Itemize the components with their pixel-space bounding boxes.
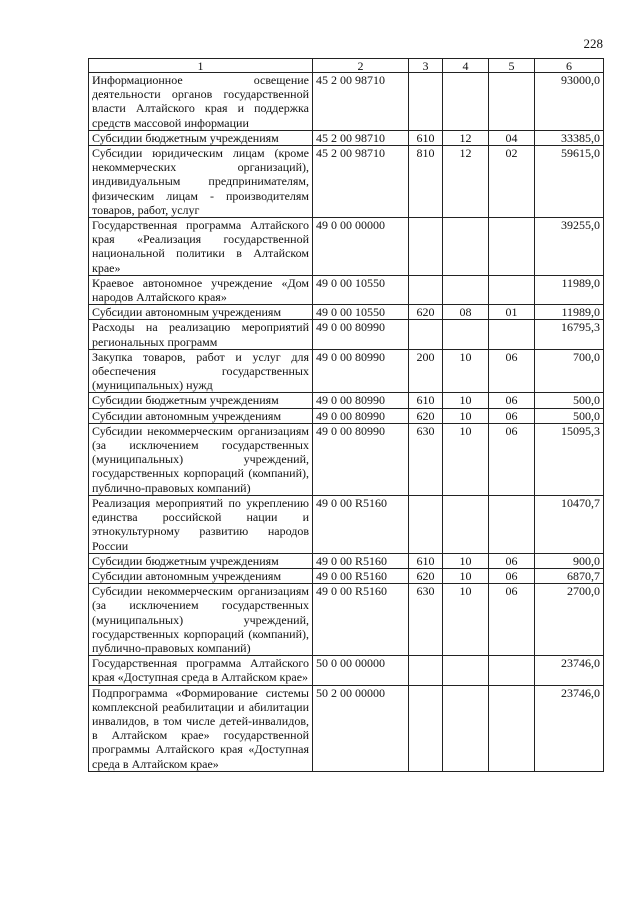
cell-section: [443, 275, 489, 304]
table-row: [89, 408, 604, 423]
cell-subsection: 06: [489, 584, 535, 656]
table-row: [89, 584, 604, 656]
cell-amount: 59615,0: [535, 146, 604, 218]
table-row: [89, 305, 604, 320]
cell-subsection: 06: [489, 349, 535, 393]
cell-section: 10: [443, 408, 489, 423]
cell-amount: 6870,7: [535, 568, 604, 583]
table-header-row: [89, 59, 604, 73]
table-row: [89, 423, 604, 495]
cell-name: Подпрограмма «Формирование системы комплексной реабилитации и абилитации инвалидов, в том числе детей-инвалидов, в Алтайском крае» государственной программы Алтайского края «Доступная среда в Алтайском крае»: [89, 685, 313, 771]
table-row: [89, 275, 604, 304]
cell-section: [443, 685, 489, 771]
cell-name: Государственная программа Алтайского края «Доступная среда в Алтайском крае»: [89, 656, 313, 685]
cell-name: Субсидии бюджетным учреждениям: [89, 130, 313, 145]
table-row: [89, 685, 604, 771]
cell-code: 49 0 00 10550: [313, 275, 409, 304]
column-header-3: 3: [409, 59, 443, 73]
cell-section: 10: [443, 423, 489, 495]
cell-name: Краевое автономное учреждение «Дом народов Алтайского края»: [89, 275, 313, 304]
cell-section: 08: [443, 305, 489, 320]
cell-amount: 23746,0: [535, 656, 604, 685]
page-number: 228: [583, 36, 603, 51]
table-row: [89, 218, 604, 276]
cell-expense-type: 630: [409, 423, 443, 495]
cell-code: 50 0 00 00000: [313, 656, 409, 685]
cell-amount: 33385,0: [535, 130, 604, 145]
cell-name: Реализация мероприятий по укреплению единства российской нации и этнокультурному развитию народов России: [89, 495, 313, 553]
cell-code: 49 0 00 00000: [313, 218, 409, 276]
cell-amount: 2700,0: [535, 584, 604, 656]
table-row: [89, 73, 604, 131]
cell-expense-type: 630: [409, 584, 443, 656]
cell-amount: 500,0: [535, 408, 604, 423]
cell-expense-type: 610: [409, 130, 443, 145]
cell-code: 49 0 00 R5160: [313, 584, 409, 656]
cell-amount: 10470,7: [535, 495, 604, 553]
table-row: [89, 393, 604, 408]
cell-amount: 16795,3: [535, 320, 604, 349]
cell-subsection: 06: [489, 408, 535, 423]
cell-section: 10: [443, 393, 489, 408]
cell-amount: 23746,0: [535, 685, 604, 771]
cell-name: Субсидии автономным учреждениям: [89, 408, 313, 423]
budget-table: [88, 58, 604, 772]
table-row: [89, 495, 604, 553]
cell-subsection: [489, 218, 535, 276]
cell-subsection: 06: [489, 553, 535, 568]
cell-expense-type: 620: [409, 408, 443, 423]
cell-amount: 11989,0: [535, 305, 604, 320]
cell-name: Субсидии бюджетным учреждениям: [89, 553, 313, 568]
table-row: [89, 130, 604, 145]
column-header-6: 6: [535, 59, 604, 73]
cell-expense-type: [409, 218, 443, 276]
cell-section: 10: [443, 349, 489, 393]
cell-code: 49 0 00 80990: [313, 320, 409, 349]
cell-code: 49 0 00 80990: [313, 423, 409, 495]
cell-amount: 39255,0: [535, 218, 604, 276]
cell-section: [443, 320, 489, 349]
cell-expense-type: 620: [409, 305, 443, 320]
cell-expense-type: 810: [409, 146, 443, 218]
cell-expense-type: 610: [409, 393, 443, 408]
cell-subsection: 04: [489, 130, 535, 145]
cell-name: Субсидии автономным учреждениям: [89, 568, 313, 583]
cell-name: Субсидии автономным учреждениям: [89, 305, 313, 320]
table-row: [89, 349, 604, 393]
cell-subsection: [489, 685, 535, 771]
table-row: [89, 656, 604, 685]
cell-amount: 900,0: [535, 553, 604, 568]
cell-amount: 11989,0: [535, 275, 604, 304]
cell-code: 45 2 00 98710: [313, 130, 409, 145]
column-header-2: 2: [313, 59, 409, 73]
table-row: [89, 568, 604, 583]
cell-name: Субсидии юридическим лицам (кроме некоммерческих организаций), индивидуальным предпринимателям, физическим лицам - производителям товаров, работ, услуг: [89, 146, 313, 218]
cell-expense-type: [409, 275, 443, 304]
cell-name: Закупка товаров, работ и услуг для обеспечения государственных (муниципальных) нужд: [89, 349, 313, 393]
cell-name: Расходы на реализацию мероприятий региональных программ: [89, 320, 313, 349]
cell-section: 10: [443, 553, 489, 568]
cell-subsection: [489, 656, 535, 685]
column-header-1: 1: [89, 59, 313, 73]
cell-name: Информационное освещение деятельности органов государственной власти Алтайского края и поддержка средств массовой информации: [89, 73, 313, 131]
cell-section: 10: [443, 584, 489, 656]
cell-name: Субсидии некоммерческим организациям (за исключением государственных (муниципальных) учреждений, государственных корпораций (компаний), публично-правовых компаний): [89, 423, 313, 495]
cell-name: Субсидии бюджетным учреждениям: [89, 393, 313, 408]
cell-name: Субсидии некоммерческим организациям (за исключением государственных (муниципальных) учреждений, государственных корпораций (компаний), публично-правовых компаний): [89, 584, 313, 656]
cell-name: Государственная программа Алтайского края «Реализация государственной национальной политики в Алтайском крае»: [89, 218, 313, 276]
table-row: [89, 320, 604, 349]
cell-subsection: 02: [489, 146, 535, 218]
cell-section: 12: [443, 130, 489, 145]
table-body: [89, 73, 604, 772]
cell-subsection: [489, 320, 535, 349]
cell-section: [443, 656, 489, 685]
cell-subsection: 06: [489, 568, 535, 583]
table-row: [89, 553, 604, 568]
cell-expense-type: 610: [409, 553, 443, 568]
cell-code: 50 2 00 00000: [313, 685, 409, 771]
cell-code: 45 2 00 98710: [313, 146, 409, 218]
column-header-4: 4: [443, 59, 489, 73]
table-row: [89, 146, 604, 218]
cell-expense-type: [409, 320, 443, 349]
cell-amount: 700,0: [535, 349, 604, 393]
cell-section: [443, 495, 489, 553]
cell-expense-type: [409, 495, 443, 553]
cell-code: 45 2 00 98710: [313, 73, 409, 131]
cell-section: 12: [443, 146, 489, 218]
cell-code: 49 0 00 80990: [313, 349, 409, 393]
cell-expense-type: 620: [409, 568, 443, 583]
cell-amount: 15095,3: [535, 423, 604, 495]
cell-section: [443, 218, 489, 276]
cell-code: 49 0 00 10550: [313, 305, 409, 320]
cell-subsection: [489, 275, 535, 304]
cell-subsection: [489, 73, 535, 131]
cell-code: 49 0 00 R5160: [313, 553, 409, 568]
cell-section: 10: [443, 568, 489, 583]
cell-subsection: 06: [489, 423, 535, 495]
cell-expense-type: [409, 73, 443, 131]
cell-subsection: 01: [489, 305, 535, 320]
cell-code: 49 0 00 80990: [313, 393, 409, 408]
column-header-5: 5: [489, 59, 535, 73]
cell-code: 49 0 00 R5160: [313, 568, 409, 583]
cell-code: 49 0 00 80990: [313, 408, 409, 423]
cell-expense-type: [409, 656, 443, 685]
cell-amount: 93000,0: [535, 73, 604, 131]
cell-expense-type: 200: [409, 349, 443, 393]
cell-subsection: [489, 495, 535, 553]
cell-subsection: 06: [489, 393, 535, 408]
cell-code: 49 0 00 R5160: [313, 495, 409, 553]
cell-section: [443, 73, 489, 131]
cell-amount: 500,0: [535, 393, 604, 408]
cell-expense-type: [409, 685, 443, 771]
